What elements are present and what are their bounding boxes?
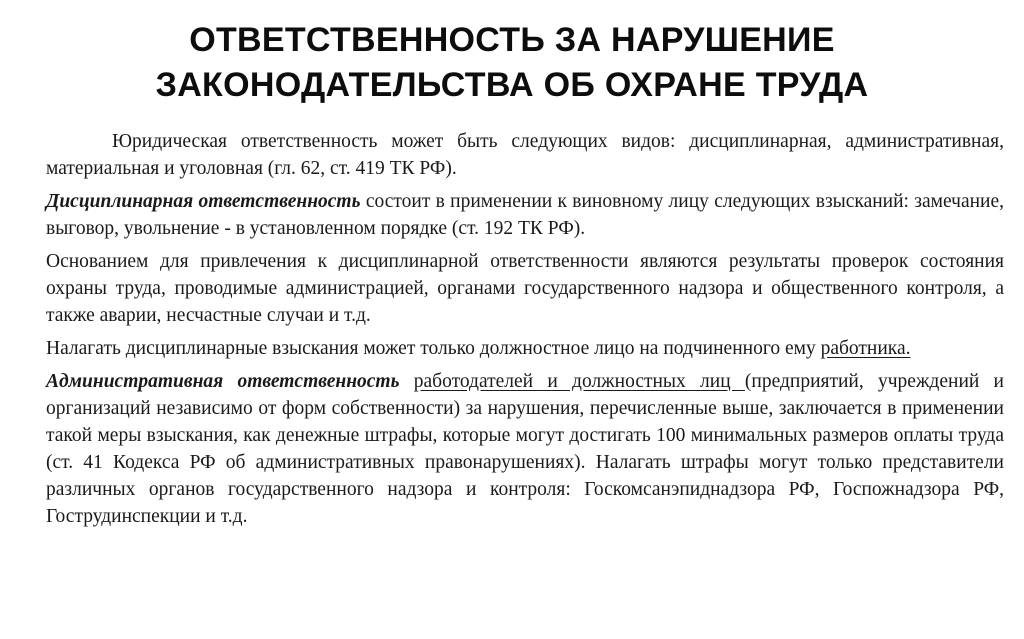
title-line-2: ЗАКОНОДАТЕЛЬСТВА ОБ ОХРАНЕ ТРУДА (155, 66, 869, 104)
spacer-text (400, 371, 414, 392)
title-line-1: ОТВЕТСТВЕННОСТЬ ЗА НАРУШЕНИЕ (189, 21, 835, 59)
term-disciplinary-liability: Дисциплинарная ответственность (46, 191, 361, 212)
paragraph-legal-liability-types (46, 128, 1004, 182)
term-administrative-liability: Административная ответственность (46, 371, 400, 392)
paragraph-text: (предприятий, учреждений и организаций независимо от форм собственности) за нарушения, перечисленные выше, заключается в применении такой меры взыскания, как денежные штрафы, которые могут достигать 100 минимальных размеров оплаты труда (ст. 41 Кодекса РФ об административных правонарушениях). Налагать штрафы могут только представители различных органов государственного надзора и контроля: Госкомсанэпиднадзора РФ, Госпожнадзора РФ, Гострудинспекции и т.д. (46, 371, 1004, 527)
underlined-employers-officials: работодателей и должностных лиц (413, 371, 745, 392)
paragraph-grounds-for-liability (46, 248, 1004, 329)
paragraph-text: Юридическая ответственность может быть следующих видов: дисциплинарная, административная, материальная и уголовная (гл. 62, ст. 419 ТК РФ). (46, 131, 1004, 179)
paragraph-text: состоит в применении к виновному лицу следующих взысканий: замечание, выговор, увольнение - в установленном порядке (ст. 192 ТК РФ). (46, 191, 1004, 239)
slide-body (46, 128, 1004, 536)
slide-title (40, 18, 984, 108)
paragraph-disciplinary-liability (46, 188, 1004, 242)
paragraph-administrative-liability (46, 368, 1004, 530)
paragraph-imposing-penalties (46, 335, 1004, 362)
paragraph-text: Налагать дисциплинарные взыскания может только должностное лицо на подчиненного ему (46, 338, 821, 359)
paragraph-text: Основанием для привлечения к дисциплинарной ответственности являются результаты проверок состояния охраны труда, проводимые администрацией, органами государственного надзора и общественного контроля, а также аварии, несчастные случаи и т.д. (46, 251, 1004, 326)
underlined-employee: работника. (820, 338, 911, 359)
